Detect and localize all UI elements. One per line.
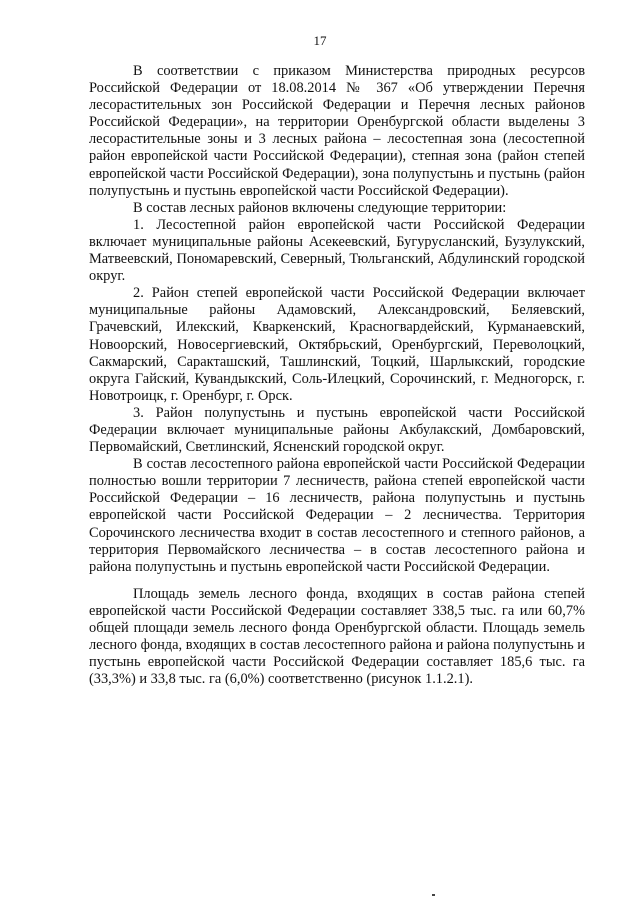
paragraph-forestries: В состав лесостепного района европейской части Российской Федерации полностью вошли территории 7 лесничеств, района степей европейской части Российской Федерации – 16 лесничеств, района полупустынь и пустынь европейской части Российской Федерации – 2 лесничества. Территория Сорочинского лесничества входит в состав лесостепного и степного районов, а территория Первомайского лесничества – в состав лесостепного района и района полупустынь и пустынь европейской части Российской Федерации. [89, 456, 585, 575]
paragraph-item-1: 1. Лесостепной район европейской части Российской Федерации включает муниципальные районы Асекеевский, Бугурусланский, Бузулукский, Матвеевский, Пономаревский, Северный, Тюльганский, Абдулинский городской округ. [89, 216, 585, 285]
paragraph-list-intro: В состав лесных районов включены следующие территории: [133, 199, 507, 216]
paragraph-area: Площадь земель лесного фонда, входящих в состав района степей европейской части Российской Федерации составляет 338,5 тыс. га или 60,7% общей площади земель лесного фонда Оренбургской области. Площадь земель лесного фонда, входящих в состав лесостепного района и района полупустынь и пустынь европейской части Российской Федерации составляет 185,6 тыс. га (33,3%) и 33,8 тыс. га (6,0%) соответственно (рисунок 1.1.2.1). [89, 585, 585, 688]
paragraph-item-2: 2. Район степей европейской части Российской Федерации включает муниципальные районы Адамовский, Александровский, Беляевский, Грачевский, Илекский, Кваркенский, Красногвардейский, Курманаевский, Новоорский, Новосергиевский, Октябрьский, Оренбургский, Переволоцкий, Сакмарский, Саракташский, Ташлинский, Тоцкий, Шарлыкский, городские округа Гайский, Кувандыкский, Соль-Илецкий, Сорочинский, г. Медногорск, г. Новотроицк, г. Оренбург, г. Орск. [89, 285, 585, 404]
scan-mark [432, 894, 435, 896]
document-body [89, 63, 585, 688]
paragraph-intro: В соответствии с приказом Министерства природных ресурсов Российской Федерации от 18.08.2014 № 367 «Об утверждении Перечня лесорастительных зон Российской Федерации и Перечня лесных районов Российской Федерации», на территории Оренбургской области выделены 3 лесорастительные зоны и 3 лесных района – лесостепная зона (лесостепной район европейской части Российской Федерации), степная зона (район степей европейской части Российской Федерации), зона полупустынь и пустынь (район полупустынь и пустынь европейской части Российской Федерации). [89, 63, 585, 199]
paragraph-item-3: 3. Район полупустынь и пустынь европейской части Российской Федерации включает муниципальные районы Акбулакский, Домбаровский, Первомайский, Светлинский, Ясненский городской округ. [89, 404, 585, 456]
page-number: 17 [313, 33, 327, 48]
